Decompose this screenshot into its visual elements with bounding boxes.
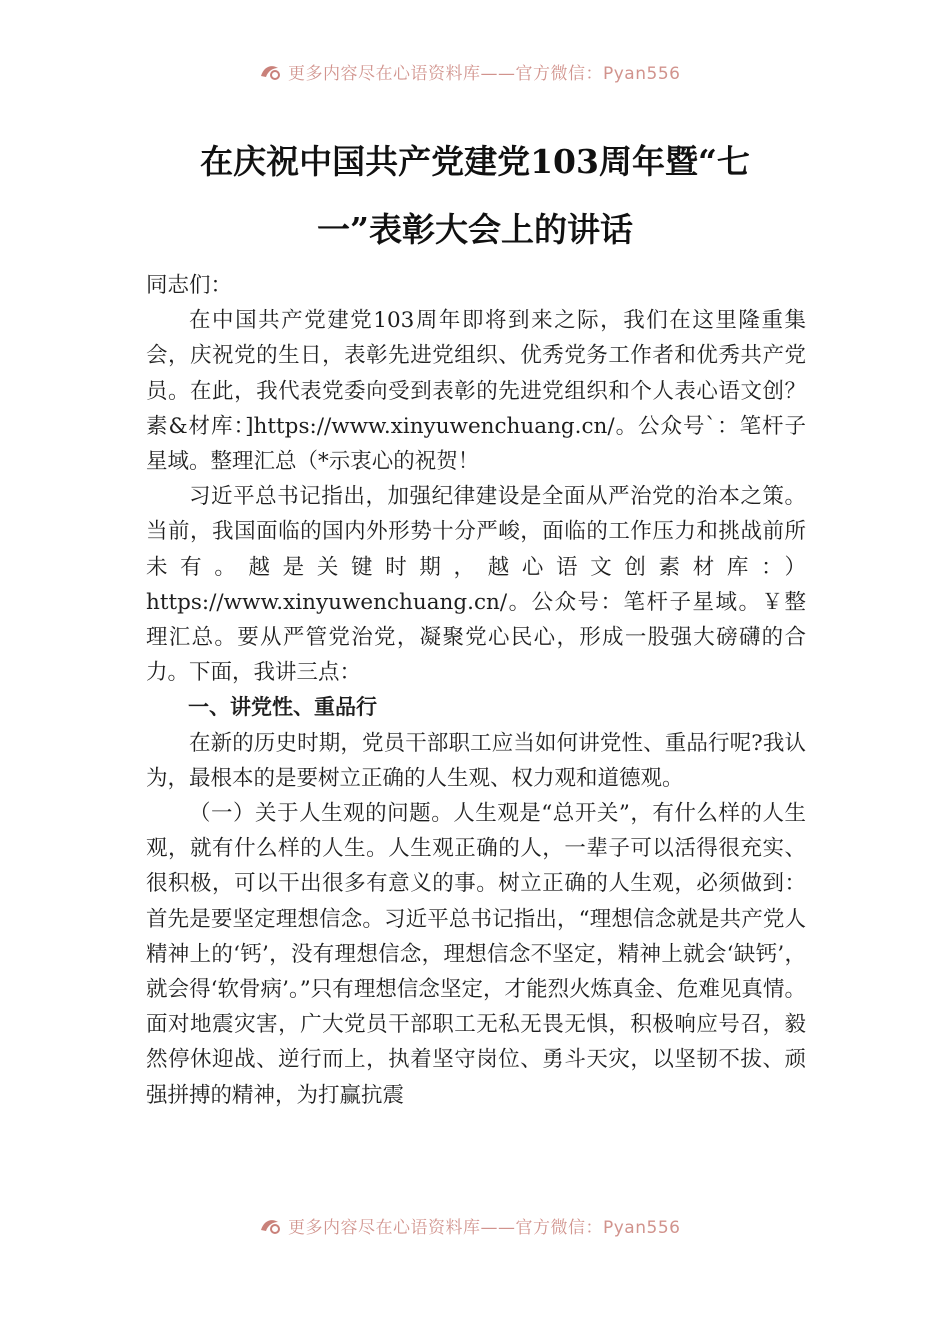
page-title-line-1: 在庆祝中国共产党建党103周年暨“七 (200, 142, 750, 181)
watermark-footer (258, 1212, 738, 1238)
paragraph-section-1-intro: 在新的历史时期，党员干部职工应当如何讲党性、重品行呢?我认为，最根本的是要树立正确的人生观、权力观和道德观。 (146, 730, 806, 791)
watermark-header (258, 58, 738, 84)
page-title-line-2: 一”表彰大会上的讲话 (317, 210, 633, 249)
paragraph-life-view: （一）关于人生观的问题。人生观是“总开关”，有什么样的人生观，就有什么样的人生。人生观正确的人，一辈子可以活得很充实、很积极，可以干出很多有意义的事。树立正确的人生观，必须做到：首先是要坚定理想信念。习近平总书记指出，“理想信念就是共产党人精神上的‘钙’，没有理想信念，理想信念不坚定，精神上就会‘缺钙’，就会得‘软骨病’。”只有理想信念坚定，才能烈火炼真金、危难见真情。面对地震灾害，广大党员干部职工无私无畏无惧，积极响应号召，毅然停休迎战、逆行而上，执着坚守岗位、勇斗天灾，以坚韧不拔、顽强拼搏的精神，为打赢抗震 (146, 801, 806, 1108)
watermark-text: 更多内容尽在心语资料库——官方微信：Pyan556 (288, 63, 681, 84)
logo-icon (258, 1214, 282, 1236)
salutation: 同志们： (146, 273, 233, 298)
watermark-text: 更多内容尽在心语资料库——官方微信：Pyan556 (288, 1217, 681, 1238)
paragraph-context: 习近平总书记指出，加强纪律建设是全面从严治党的治本之策。当前，我国面临的国内外形势十分严峻，面临的工作压力和挑战前所未有。越是关键时期，越心语文创素材库：）https://www.xinyuwenchuang.cn/。公众号：笔杆子星域。￥整理汇总。要从严管党治党，凝聚党心民心，形成一股强大磅礴的合力。下面，我讲三点： (146, 484, 806, 686)
document-body (146, 268, 806, 1113)
paragraph-intro: 在中国共产党建党103周年即将到来之际，我们在这里隆重集会，庆祝党的生日，表彰先进党组织、优秀党务工作者和优秀共产党员。在此，我代表党委向受到表彰的先进党组织和个人表心语文创？素&材库：]https://www.xinyuwenchuang.cn/。公众号`：笔杆子星域。整理汇总（*示衷心的祝贺！ (146, 308, 806, 475)
logo-icon (258, 60, 282, 82)
section-heading-1: 一、讲党性、重品行 (188, 695, 377, 720)
